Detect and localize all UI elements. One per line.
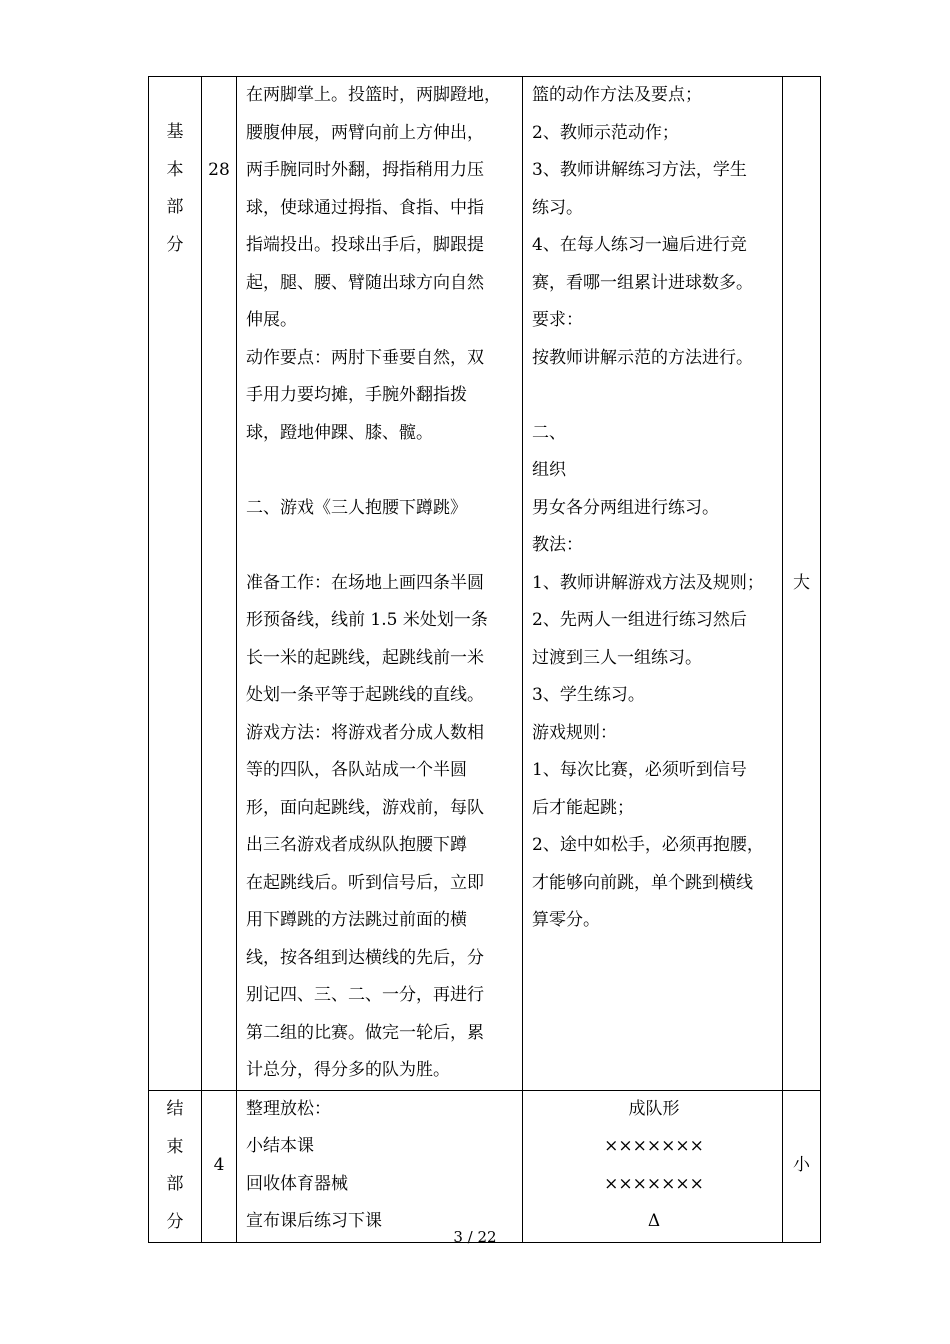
content-line: 球，蹬地伸踝、膝、髋。 [246, 422, 433, 443]
method-line: 3、教师讲解练习方法，学生 [532, 160, 747, 180]
method-line: 1、教师讲解游戏方法及规则； [532, 572, 764, 593]
content-line: 动作要点：两肘下垂要自然，双 [246, 347, 484, 368]
content-line: 计总分，得分多的队为胜。 [246, 1060, 450, 1080]
method-line [532, 377, 776, 415]
part-char: 基 [166, 122, 184, 142]
part-char: 束 [166, 1136, 184, 1157]
method-line: 4、在每人练习一遍后进行竞 [532, 235, 747, 255]
content-line: 手用力要均摊，手腕外翻指拨 [246, 385, 467, 405]
method-line: 二、 [532, 422, 566, 443]
content-line: 别记四、三、二、一分，再进行 [246, 985, 484, 1005]
method-line: 男女各分两组进行练习。 [532, 497, 719, 518]
content-line: 小结本课 [246, 1136, 314, 1156]
part-char: 部 [166, 197, 184, 217]
content-line: 游戏方法：将游戏者分成人数相 [246, 722, 484, 743]
content-line: 球，使球通过拇指、食指、中指 [246, 197, 484, 218]
formation-row: ××××××× [604, 1173, 704, 1194]
content-line: 用下蹲跳的方法跳过前面的横 [246, 910, 467, 930]
content-line: 处划一条平等于起跳线的直线。 [246, 685, 484, 705]
method-line: 篮的动作方法及要点； [532, 85, 702, 105]
method-line: 后才能起跳； [532, 797, 634, 818]
method-line: 2、途中如松手，必须再抱腰， [532, 835, 764, 855]
content-line: 腰腹伸展，两臂向前上方伸出， [246, 122, 484, 143]
part-label-basic [149, 77, 202, 1091]
method-line: 按教师讲解示范的方法进行。 [532, 347, 753, 368]
method-line: 才能够向前跳，单个跳到横线 [532, 872, 753, 893]
method-line: 教法： [532, 535, 583, 555]
method-line: 要求： [532, 310, 583, 330]
content-line: 起，腿、腰、臂随出球方向自然 [246, 272, 484, 293]
content-line [246, 527, 516, 565]
part-char: 分 [166, 1211, 184, 1232]
part-char: 分 [166, 234, 184, 255]
part-char: 部 [166, 1174, 184, 1194]
method-line: 游戏规则： [532, 722, 617, 743]
content-line: 准备工作：在场地上画四条半圆 [246, 572, 484, 593]
method-line: 2、先两人一组进行练习然后 [532, 610, 747, 630]
method-lines [532, 77, 776, 940]
content-line: 在起跳线后。听到信号后，立即 [246, 872, 484, 893]
content-line: 出三名游戏者成纵队抱腰下蹲 [246, 835, 467, 855]
formation-row: ××××××× [604, 1136, 704, 1156]
load-cell-basic: 大 [783, 77, 821, 1091]
content-line: 在两脚掌上。投篮时，两脚蹬地， [246, 85, 501, 105]
method-line: 1、每次比赛，必须听到信号 [532, 760, 747, 780]
content-line: 第二组的比赛。做完一轮后，累 [246, 1022, 484, 1043]
method-line: 组织 [532, 460, 566, 480]
method-line: 算零分。 [532, 910, 600, 930]
lesson-plan-table [148, 76, 821, 1243]
content-lines [246, 77, 516, 1090]
method-line: 3、学生练习。 [532, 685, 645, 705]
teacher-marker: Δ [647, 1211, 661, 1231]
content-line: 指端投出。投球出手后，脚跟提 [246, 235, 484, 255]
content-line: 等的四队，各队站成一个半圆 [246, 760, 467, 780]
method-line: 过渡到三人一组练习。 [532, 647, 702, 668]
content-cell-end [237, 1090, 523, 1242]
method-line: 练习。 [532, 197, 583, 218]
content-line: 伸展。 [246, 310, 297, 330]
table-row-basic [149, 77, 821, 1091]
content-line: 长一米的起跳线，起跳线前一米 [246, 647, 484, 668]
part-char: 结 [166, 1099, 184, 1119]
content-line: 整理放松： [246, 1098, 331, 1119]
method-line: 2、教师示范动作； [532, 122, 679, 143]
method-line: 赛，看哪一组累计进球数多。 [532, 272, 753, 293]
part-char: 本 [166, 159, 184, 180]
content-cell-basic [237, 77, 523, 1091]
content-line: 宣布课后练习下课 [246, 1211, 382, 1231]
content-line: 线，按各组到达横线的先后，分 [246, 947, 484, 968]
table-row-end [149, 1090, 821, 1242]
content-line: 回收体育器械 [246, 1173, 348, 1194]
content-line: 二、游戏《三人抱腰下蹲跳》 [246, 497, 467, 518]
method-cell-end [523, 1090, 783, 1242]
content-line: 形预备线，线前 1.5 米处划一条 [246, 610, 488, 630]
time-cell-end: 4 [202, 1090, 237, 1242]
load-cell-end: 小 [783, 1090, 821, 1242]
formation-label: 成队形 [628, 1098, 680, 1119]
part-label-end [149, 1090, 202, 1242]
content-line: 两手腕同时外翻，拇指稍用力压 [246, 160, 484, 180]
method-cell-basic [523, 77, 783, 1091]
content-line: 形，面向起跳线，游戏前，每队 [246, 797, 484, 818]
time-cell-basic: 28 [202, 77, 237, 1091]
page-number: 3 / 22 [453, 1228, 497, 1246]
content-line [246, 452, 516, 490]
